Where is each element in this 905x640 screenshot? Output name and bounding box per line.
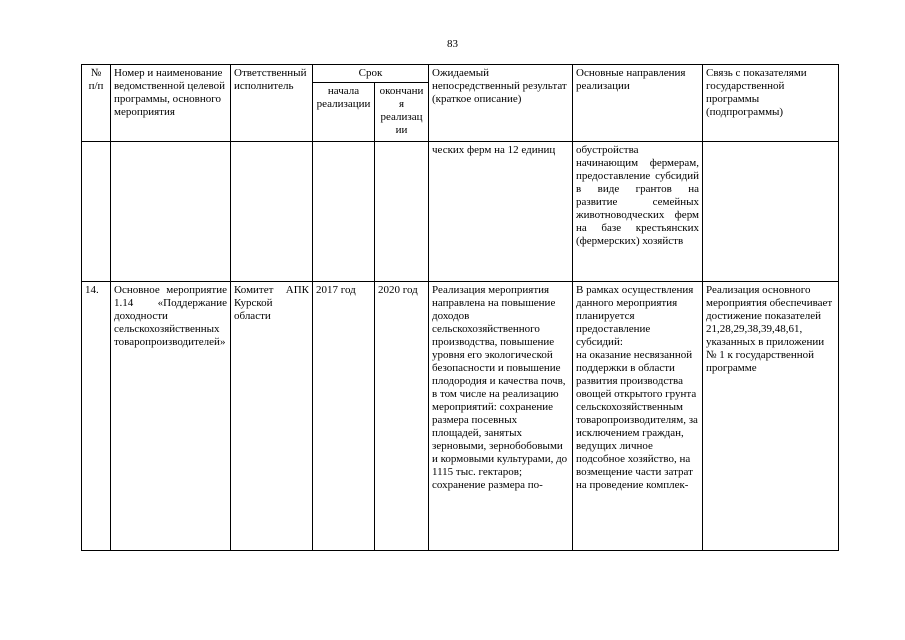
cell-empty (231, 142, 313, 282)
cell-event-name: Основное мероприятие 1.14 «Поддержание доходности сельскохозяйственных товаропроизводителей» (111, 282, 231, 551)
header-num: № п/п (82, 65, 111, 142)
cell-end-year: 2020 год (375, 282, 429, 551)
cell-directions-continued: обустройства начинающим фермерам, предоставление субсидий в виде грантов на развитие семейных животноводческих ферм на базе крестьянских (фермерских) хозяйств (573, 142, 703, 282)
header-link: Связь с показателями государственной программы (подпрограммы) (703, 65, 839, 142)
table-header-row (82, 65, 839, 83)
program-table (81, 64, 839, 551)
cell-empty (313, 142, 375, 282)
header-name: Номер и наименование ведомственной целевой программы, основного мероприятия (111, 65, 231, 142)
cell-indicator-link: Реализация основного мероприятия обеспечивает достижение показателей 21,28,29,38,39,48,61, указанных в приложении № 1 к государственной программе (703, 282, 839, 551)
cell-empty (703, 142, 839, 282)
table-row (82, 142, 839, 282)
cell-empty (82, 142, 111, 282)
cell-expected-result: Реализация мероприятия направлена на повышение доходов сельскохозяйственного производства, повышение уровня его экологической безопасности и повышение плодородия и качества почв, в том числе на реализацию мероприятий: сохранение размера посевных площадей, занятых зерновыми, зернобобовыми и кормовыми культурами, до 1115 тыс. гектаров; сохранение размера по- (429, 282, 573, 551)
cell-expected-continued: ческих ферм на 12 единиц (429, 142, 573, 282)
header-responsible: Ответственный исполнитель (231, 65, 313, 142)
cell-empty (111, 142, 231, 282)
header-term-end: окончания реализации (375, 83, 429, 142)
header-term: Срок (313, 65, 429, 83)
cell-empty (375, 142, 429, 282)
table-row (82, 282, 839, 551)
cell-directions: В рамках осуществления данного мероприятия планируется предоставление субсидий: на оказание несвязанной поддержки в области развития производства овощей открытого грунта сельскохозяйственным товаропроизводителям, за исключением граждан, ведущих личное подсобное хозяйство, на возмещение части затрат на проведение комплек- (573, 282, 703, 551)
page-number: 83 (447, 38, 458, 50)
cell-responsible: Комитет АПК Курской области (231, 282, 313, 551)
cell-row-number: 14. (82, 282, 111, 551)
header-term-start: начала реализации (313, 83, 375, 142)
cell-start-year: 2017 год (313, 282, 375, 551)
header-expected: Ожидаемый непосредственный результат (краткое описание) (429, 65, 573, 142)
header-directions: Основные направления реализации (573, 65, 703, 142)
